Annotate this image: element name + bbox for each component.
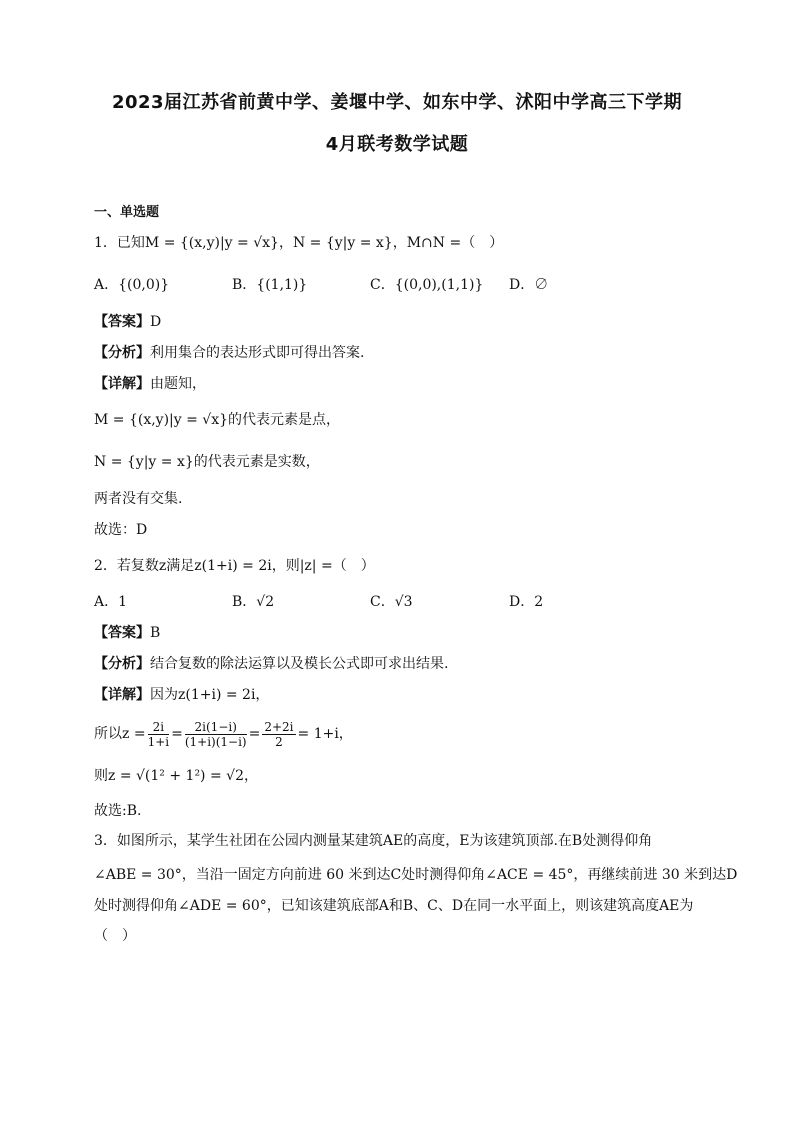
- q2-step-1: [94, 716, 353, 752]
- q2-detail: 因为z(1+i) = 2i，: [150, 687, 270, 703]
- q1-detail-line: [94, 374, 206, 394]
- fraction-numerator: 2i(1−i): [185, 720, 247, 735]
- q1-option-d: D．∅: [509, 277, 549, 293]
- exam-title-line1: 2023届江苏省前黄中学、姜堰中学、如东中学、沭阳中学高三下学期: [111, 92, 683, 113]
- q3-line-2: ∠ABE = 30°，当沿一固定方向前进 60 米到达C处时测得仰角∠ACE = 45°，再继续前进 30 米到达D: [94, 867, 738, 883]
- fraction: [185, 720, 247, 749]
- q1-stem: 1．已知M = {(x,y)|y = √x}，N = {y|y = x}，M∩N =（ ）: [94, 235, 504, 251]
- q1-step-2: N = {y|y = x}的代表元素是实数，: [94, 454, 320, 470]
- q1-option-b: B．{(1,1)}: [232, 277, 308, 293]
- q1-answer: D: [150, 314, 162, 330]
- q3-line-3: 处时测得仰角∠ADE = 60°，已知该建筑底部A和B、C、D在同一水平面上，则该建筑高度AE为: [94, 898, 694, 914]
- q1-step-3: 两者没有交集.: [94, 491, 183, 507]
- q2-answer: B: [150, 625, 161, 641]
- q1-detail: 由题知，: [150, 376, 206, 392]
- answer-tag: 【答案】: [94, 314, 150, 330]
- q2-detail-line: [94, 685, 269, 705]
- q1-option-a: A．{(0,0)}: [94, 277, 170, 293]
- fraction-denominator: 1+i: [147, 734, 170, 749]
- q1-option-c: C．{(0,0),(1,1)}: [370, 277, 484, 293]
- fraction-denominator: (1+i)(1−i): [184, 734, 247, 749]
- section-heading: 一、单选题: [94, 205, 160, 220]
- fraction: [148, 720, 170, 749]
- exam-title-line2: 4月联考数学试题: [325, 134, 469, 155]
- fraction-numerator: 2i: [148, 720, 170, 735]
- detail-tag: 【详解】: [94, 687, 150, 703]
- q2-option-a: A．1: [94, 594, 128, 610]
- q1-step-1: M = {(x,y)|y = √x}的代表元素是点，: [94, 412, 341, 428]
- answer-tag: 【答案】: [94, 625, 150, 641]
- q1-analysis-line: [94, 343, 364, 363]
- q2-option-b: B．√2: [232, 594, 275, 610]
- q2-analysis-line: [94, 654, 448, 674]
- analysis-tag: 【分析】: [94, 656, 150, 672]
- q2-step-3: 故选:B.: [94, 803, 142, 819]
- fraction-denominator: 2: [275, 734, 283, 749]
- q3-line-1: 3．如图所示，某学生社团在公园内测量某建筑AE的高度，E为该建筑顶部.在B处测得仰角: [94, 833, 653, 849]
- q1-step-4: 故选：D: [94, 522, 148, 538]
- equals-sign: =: [248, 726, 261, 742]
- q2-answer-line: [94, 623, 160, 643]
- q1-analysis: 利用集合的表达形式即可得出答案.: [150, 345, 365, 361]
- q3-line-4: （ ）: [94, 928, 136, 944]
- q2-option-c: C．√3: [370, 594, 413, 610]
- q2-step1-prefix: 所以z =: [94, 726, 146, 742]
- analysis-tag: 【分析】: [94, 345, 150, 361]
- detail-tag: 【详解】: [94, 376, 150, 392]
- fraction-numerator: 2+2i: [264, 719, 294, 734]
- q1-answer-line: [94, 312, 161, 332]
- fraction: [262, 720, 295, 749]
- equals-sign: =: [171, 726, 183, 742]
- q2-option-d: D．2: [509, 594, 544, 610]
- q2-analysis: 结合复数的除法运算以及模长公式即可求出结果.: [150, 656, 449, 672]
- q2-stem: 2．若复数z满足z(1+i) = 2i，则|z| =（ ）: [94, 558, 375, 574]
- q2-step1-suffix: = 1+i，: [297, 726, 353, 742]
- q2-step-2: 则z = √(1² + 1²) = √2，: [94, 768, 258, 784]
